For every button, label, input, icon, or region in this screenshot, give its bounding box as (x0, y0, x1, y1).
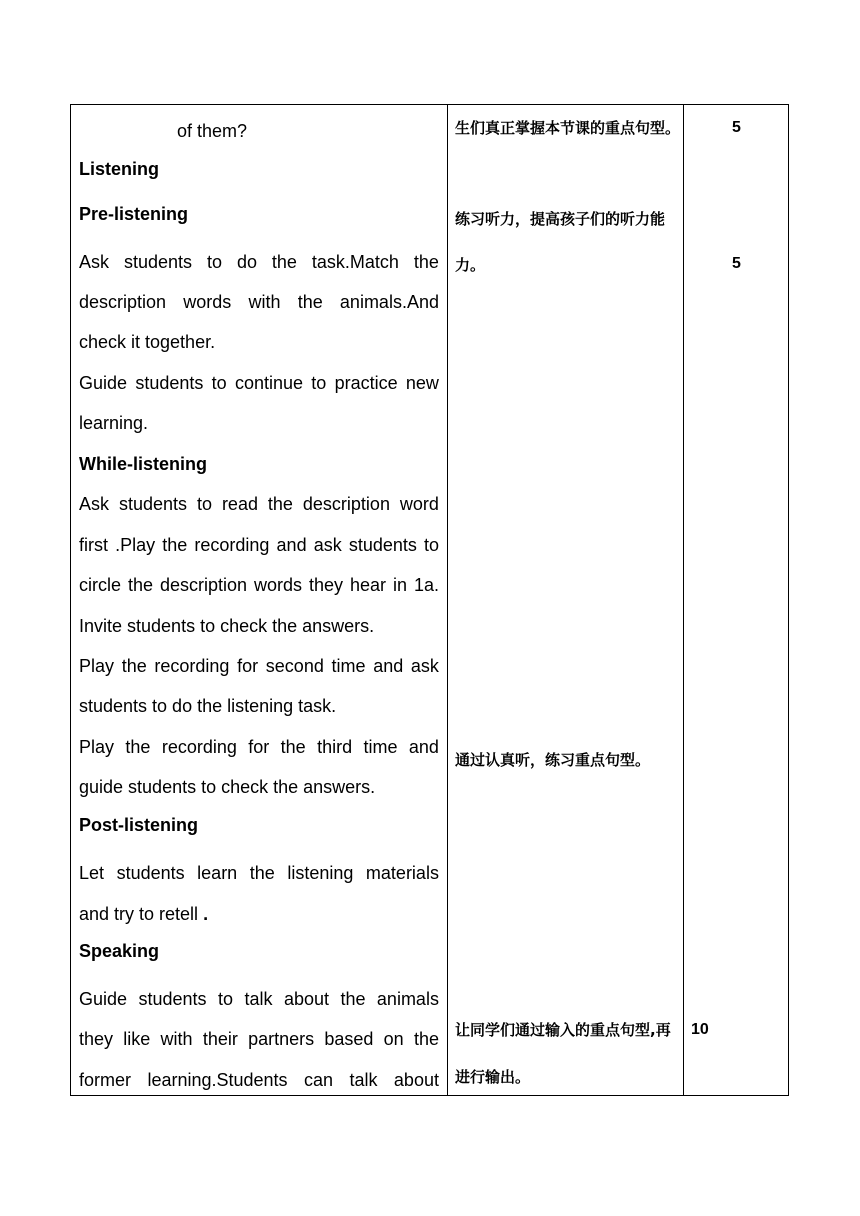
text-line (79, 242, 439, 282)
word: learn (197, 863, 238, 883)
text-line (79, 565, 439, 605)
word: materials (365, 863, 439, 883)
word: recording (161, 737, 237, 757)
heading-listening: Listening (79, 159, 159, 179)
word: time (331, 656, 366, 676)
word: former (79, 1070, 132, 1090)
text-line: students to do the listening task. (79, 696, 337, 716)
word: talk (244, 989, 273, 1009)
text-line (79, 727, 439, 767)
word: second (265, 656, 324, 676)
word: to (211, 373, 227, 393)
text-line (79, 282, 439, 322)
word: students (118, 494, 188, 514)
word: practice (334, 373, 398, 393)
word: listening (287, 863, 354, 883)
word: words (183, 292, 232, 312)
word: and (276, 535, 307, 555)
word: Play (79, 737, 115, 757)
word: students (116, 863, 185, 883)
text-line: learning. (79, 413, 149, 433)
purpose-note: 练习听力，提高孩子们的听力能 (455, 210, 666, 228)
word: learning.Students (147, 1070, 288, 1090)
word: time (363, 737, 398, 757)
heading-speaking: Speaking (79, 941, 160, 961)
purpose-note: 让同学们通过输入的重点句型,再 (455, 1021, 671, 1039)
text-fragment: and try to retell (79, 904, 199, 924)
word: about (283, 989, 329, 1009)
word: animals.And (339, 292, 439, 312)
word: third (317, 737, 353, 757)
word: do (236, 252, 257, 272)
word: Let (79, 863, 105, 883)
word: and (408, 737, 439, 757)
word: hear (349, 575, 387, 595)
word: the (249, 863, 275, 883)
word: talk (349, 1070, 378, 1090)
word: the (413, 1029, 439, 1049)
word: in (392, 575, 407, 595)
word: based (324, 1029, 374, 1049)
word: ask (313, 535, 342, 555)
time-value: 5 (732, 119, 741, 136)
text-line: check it together. (79, 332, 216, 352)
lesson-plan-table (70, 104, 789, 1096)
word: for (248, 737, 270, 757)
word: word (399, 494, 439, 514)
word: students (135, 373, 204, 393)
word: to (311, 373, 327, 393)
word: Play (79, 656, 115, 676)
heading-post-listening: Post-listening (79, 815, 199, 835)
word: the (280, 737, 306, 757)
word: the (162, 535, 188, 555)
text-line: Invite students to check the answers. (79, 616, 375, 636)
word: description (302, 494, 390, 514)
word: Ask (79, 494, 110, 514)
word: can (304, 1070, 334, 1090)
word: partners (248, 1029, 315, 1049)
time-column (683, 105, 790, 1095)
word: Guide (79, 373, 128, 393)
word: task.Match (311, 252, 399, 272)
word: and (373, 656, 404, 676)
word: circle (79, 575, 122, 595)
word: to (206, 252, 222, 272)
word: students (348, 535, 417, 555)
procedure-column (71, 105, 447, 1095)
word: their (202, 1029, 238, 1049)
word: the (267, 494, 293, 514)
word: like (123, 1029, 151, 1049)
word: students (123, 252, 193, 272)
text-line (79, 894, 208, 934)
word: animals (376, 989, 439, 1009)
text-fragment: . (203, 904, 209, 924)
heading-pre-listening: Pre-listening (79, 204, 189, 224)
word: the (127, 575, 154, 595)
word: Guide (79, 989, 128, 1009)
word: Ask (79, 252, 110, 272)
word: on (383, 1029, 404, 1049)
word: for (237, 656, 259, 676)
text-line: of them? (177, 121, 248, 141)
word: about (393, 1070, 439, 1090)
text-line (79, 363, 439, 403)
purpose-note: 生们真正掌握本节课的重点句型。 (455, 119, 681, 137)
heading-while-listening: While-listening (79, 454, 207, 474)
word: read (221, 494, 258, 514)
word: recording (154, 656, 230, 676)
word: ask (410, 656, 439, 676)
word: to (196, 494, 212, 514)
word: the (340, 989, 366, 1009)
word: continue (234, 373, 304, 393)
word: new (405, 373, 439, 393)
purpose-note: 力。 (455, 256, 486, 274)
word: the (271, 252, 297, 272)
word: first (79, 535, 108, 555)
word: words (254, 575, 303, 595)
text-line (79, 979, 439, 1019)
time-value: 10 (691, 1021, 709, 1038)
text-line (79, 1060, 439, 1100)
word: to (423, 535, 439, 555)
text-line: guide students to check the answers. (79, 777, 376, 797)
word: the (413, 252, 439, 272)
text-line (79, 484, 439, 524)
word: students (138, 989, 207, 1009)
purpose-note: 通过认真听，练习重点句型。 (455, 751, 651, 769)
word: 1a. (413, 575, 439, 595)
word: they (79, 1029, 114, 1049)
text-line (79, 1019, 439, 1059)
word: they (308, 575, 344, 595)
word: the (121, 656, 147, 676)
text-line (79, 646, 439, 686)
word: description (159, 575, 248, 595)
time-value: 5 (732, 255, 741, 272)
word: recording (194, 535, 270, 555)
word: with (160, 1029, 193, 1049)
word: the (297, 292, 323, 312)
word: to (218, 989, 234, 1009)
word: description (79, 292, 167, 312)
purpose-column (447, 105, 683, 1095)
text-line (79, 853, 439, 893)
purpose-note: 进行输出。 (455, 1068, 531, 1086)
word: with (248, 292, 281, 312)
text-line (79, 525, 439, 565)
word: .Play (115, 535, 156, 555)
word: the (125, 737, 151, 757)
